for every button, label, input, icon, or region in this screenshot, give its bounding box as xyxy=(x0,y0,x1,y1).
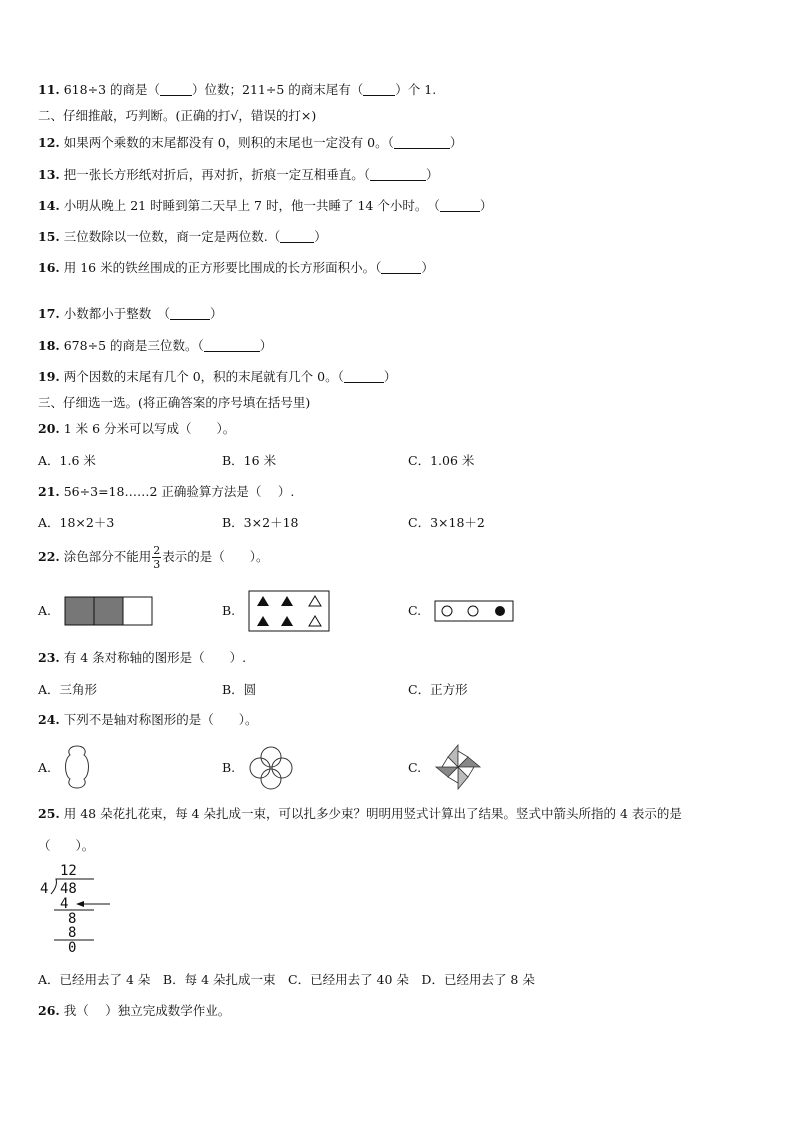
arrow-left-icon xyxy=(76,901,84,907)
answer-blank[interactable] xyxy=(160,83,192,96)
option-b[interactable]: B．3×2＋18 xyxy=(222,515,299,530)
question-12: 12. 如果两个乘数的末尾都没有 0，则积的末尾也一定没有 0。（ ） xyxy=(38,135,463,150)
option-c[interactable]: C．3×18＋2 xyxy=(408,515,485,530)
answer-blank[interactable] xyxy=(280,230,314,243)
question-19: 19. 两个因数的末尾有几个 0，积的末尾就有几个 0。（ ） xyxy=(38,369,397,384)
answer-blank[interactable] xyxy=(170,307,210,320)
question-22: 22. 涂色部分不能用 $\frac{2}{3}$ 表示的是（ ）。 xyxy=(38,544,269,571)
question-20: 20. 1 米 6 分米可以写成（ ）。 xyxy=(38,421,236,436)
question-23: 23. 有 4 条对称轴的图形是（ ）. xyxy=(38,650,247,665)
four-circles-figure[interactable] xyxy=(248,745,294,791)
question-17: 17. 小数都小于整数 （ ） xyxy=(38,306,223,321)
answer-blank[interactable] xyxy=(363,83,395,96)
question-26: 26. 我（ ）独立完成数学作业。 xyxy=(38,1003,231,1018)
option-a[interactable]: A．18×2＋3 xyxy=(38,515,115,530)
question-25-options[interactable]: A．已经用去了 4 朵 B．每 4 朵扎成一束 C．已经用去了 40 朵 D．已经用去了 8 朵 xyxy=(38,972,535,987)
section-3-heading: 三、仔细选一选。(将正确答案的序号填在括号里) xyxy=(38,395,311,410)
question-25-cont: （ ）。 xyxy=(38,838,95,853)
option-b-label[interactable]: B. xyxy=(222,760,236,775)
option-c[interactable]: C．1.06 米 xyxy=(408,453,475,468)
answer-blank[interactable] xyxy=(204,339,260,352)
option-c-label[interactable]: C. xyxy=(408,603,422,618)
vase-shape-figure[interactable] xyxy=(62,743,92,791)
answer-blank[interactable] xyxy=(381,261,421,274)
question-14: 14. 小明从晚上 21 时睡到第二天早上 7 时，他一共睡了 14 个小时。 （ ） xyxy=(38,198,493,213)
option-a[interactable]: A．1.6 米 xyxy=(38,453,96,468)
option-b[interactable]: B．圆 xyxy=(222,682,257,697)
section-2-heading: 二、仔细推敲，巧判断。(正确的打√，错误的打×) xyxy=(38,108,317,123)
fraction: $\frac{2}{3}$ xyxy=(153,544,161,571)
question-16: 16. 用 16 米的铁丝围成的正方形要比围成的长方形面积小。（ ） xyxy=(38,260,434,275)
pinwheel-icon[interactable] xyxy=(434,743,482,791)
long-division-figure: 12 4 48 4 8 8 0 xyxy=(38,864,118,954)
question-18: 18. 678÷5 的商是三位数。（ ） xyxy=(38,338,273,353)
option-c-label[interactable]: C. xyxy=(408,760,422,775)
answer-blank[interactable] xyxy=(344,370,384,383)
division-bracket xyxy=(38,864,118,954)
option-a[interactable]: A．三角形 xyxy=(38,682,98,697)
triangles-figure[interactable] xyxy=(248,590,330,632)
option-c[interactable]: C．正方形 xyxy=(408,682,468,697)
circles-figure[interactable] xyxy=(434,600,514,622)
question-13: 13. 把一张长方形纸对折后，再对折，折痕一定互相垂直。（ ） xyxy=(38,167,439,182)
question-15: 15. 三位数除以一位数，商一定是两位数.（ ） xyxy=(38,229,327,244)
option-a-label[interactable]: A. xyxy=(38,603,52,618)
option-b[interactable]: B．16 米 xyxy=(222,453,277,468)
question-11: 11. 618÷3 的商是（ ）位数；211÷5 的商末尾有（ ）个 1. xyxy=(38,82,437,97)
answer-blank[interactable] xyxy=(440,199,480,212)
question-21: 21. 56÷3=18……2 正确验算方法是（ ）. xyxy=(38,484,295,499)
question-25: 25. 用 48 朵花扎花束，每 4 朵扎成一束，可以扎多少束？明明用竖式计算出了结果。竖式中箭头所指的 4 表示的是 xyxy=(38,806,682,821)
shaded-bar-figure[interactable] xyxy=(64,596,154,626)
question-24: 24. 下列不是轴对称图形的是（ ）。 xyxy=(38,712,258,727)
answer-blank[interactable] xyxy=(370,168,426,181)
option-a-label[interactable]: A. xyxy=(38,760,52,775)
option-b-label[interactable]: B. xyxy=(222,603,236,618)
answer-blank[interactable] xyxy=(394,136,450,149)
